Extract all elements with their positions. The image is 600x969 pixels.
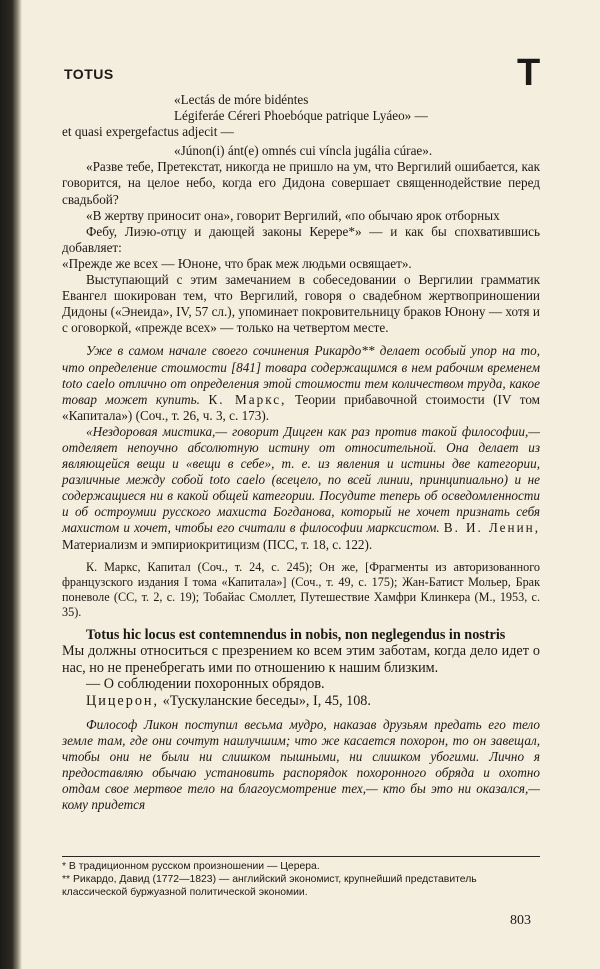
entry-source [62,693,540,710]
book-spine-shadow [0,0,22,969]
quote-text: Уже в самом начале своего сочинения Рикардо** делает особый упор на то, что определение стоимости [841] товара содержащимся в нем рабочим временем toto caelo отлично от определения этой стоимости тем количеством труда, какое товар может купить. [62,343,540,407]
footnote: * В традиционном русском произношении — Церера. [62,861,320,872]
paragraph: Фебу, Лиэю-отцу и дающей законы Керере*» — и как бы спохватившись добавляет: [62,223,540,255]
entry-translation: Мы должны относиться с презрением ко всем этим заботам, когда дело идет о нас, но не пренебрегать ими по отношению к нашим близким. [62,643,540,676]
paragraph: «Разве тебе, Претекстат, никогда не пришло на ум, что Вергилий ошибается, как говорится, на целое небо, когда его Дидона совершает священнодействие перед свадьбой? [62,159,540,207]
verse-line: Légiferáe Céreri Phoebóque patrique Lyáeo» — [174,108,428,124]
entry-author: Цицерон, [86,693,160,709]
footnote: ** Рикардо, Давид (1772—1823) — английский экономист, крупнейший представитель классической буржуазной политической экономии. [62,874,477,898]
quote-author: В. И. Ленин, [443,520,541,536]
entry-work: «Тускуланские беседы», I, 45, 108. [162,693,371,709]
quote-paragraph [62,424,540,553]
page-body [62,92,540,813]
quote-source: Теории прибавочной стоимости (IV том «Капитала») (Соч., т. 26, ч. 3, с. 173). [62,391,541,423]
section-letter: T [517,52,541,94]
latin-line: et quasi expergefactus adjecit — [62,124,234,140]
footnotes [62,856,540,899]
entry-context: — О соблюдении похоронных обрядов. [86,676,325,693]
quote-paragraph [62,343,540,423]
entry-headword: Totus hic locus est contemnendus in nobis, non neglegendus in nostris [86,626,506,643]
references: К. Маркс, Капитал (Соч., т. 24, с. 245); Он же, [Фрагменты из авторизованного французского издания I тома «Капитала»] (Соч., т. 49, с. 175); Жан-Батист Мольер, Брак поневоле (СС, т. 2, с. 19); Тобайас Смоллет, Путешествие Хамфри Клинкера (М., 1953, с. 35). [62,559,540,619]
quote-author: К. Маркс, [208,391,287,407]
running-head: TOTUS [64,66,114,82]
verse-line: «Júnon(i) ánt(e) omnés cui víncla jugália cúrae». [174,143,433,159]
quote-text: «Нездоровая мистика,— говорит Дицген как раз против такой философии,— отделяет непоучно абсолютную истину от относительной. Она делает из являющейся вещи и «вещи в себе», т. е. из явления и истины две категории, различные между собой toto caelo (всецело, по всей линии, принципиально) и не содержащиеся ни в какой общей категории. Посудите теперь об осведомленности и об остроумии русского махиста Богданова, который не хочет признать себя махистом и хочет, чтобы его считали в философии марксистом. [62,423,540,536]
verse-line: «Lectás de móre bidéntes [174,92,309,107]
paragraph: Выступающий с этим замечанием в собеседовании о Вергилии грамматик Евангел шокирован тем, что Вергилий, говоря о свадебном жертвоприношении Дидоны («Энеида», IV, 57 сл.), упоминает покровительницу браков Юнону — хотя и с оговоркой, «прежде всех» — только на четвертом месте. [62,272,540,336]
paragraph: «Прежде же всех — Юноне, что брак меж людьми освящает». [62,255,412,271]
quote-source: Материализм и эмпириокритицизм (ПСС, т. 18, с. 122). [62,536,373,552]
page-number: 803 [510,913,531,928]
paragraph: «В жертву приносит она», говорит Вергилий, «по обычаю ярок отборных [86,207,500,223]
quote-paragraph: Философ Ликон поступил весьма мудро, наказав друзьям предать его тело земле там, где они сочтут наилучшим; что же касается похорон, то он завещал, чтобы они не были ни слишком пышными, ни слишком убогими. Лично я предоставляю обычаю установить распорядок похоронного обряда и охотно отдам свое мертвое тело на благоусмотрение тех,— кто бы это ни оказался,— кому придется [62,716,540,813]
